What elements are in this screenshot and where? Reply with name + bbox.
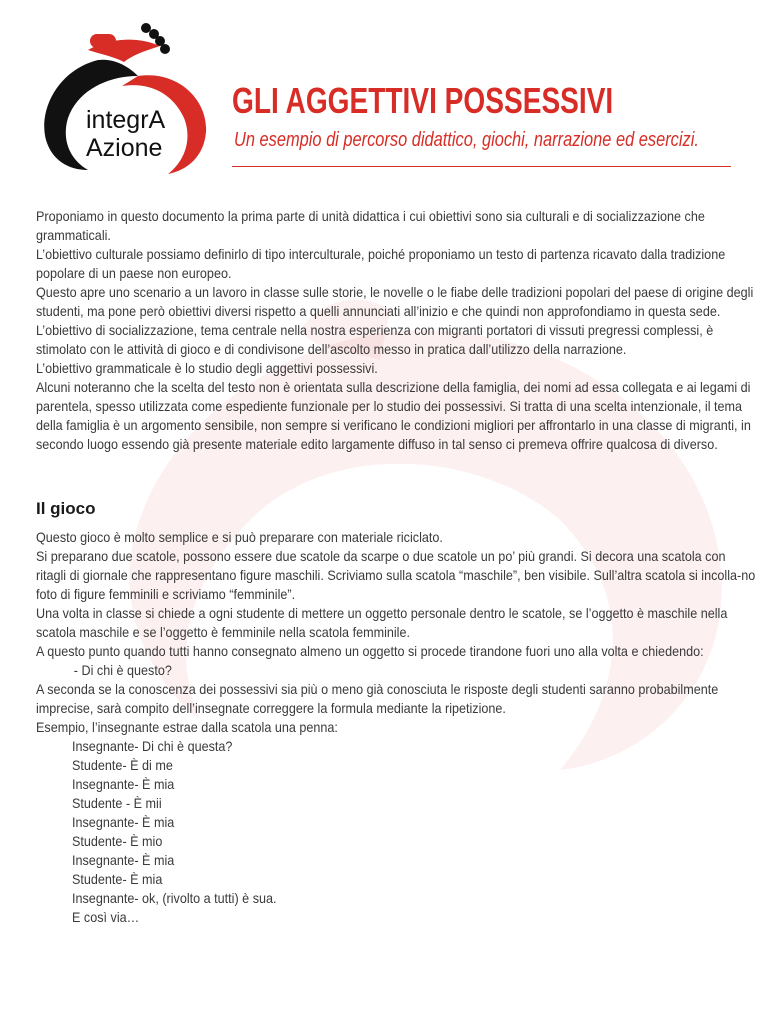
section-spacer bbox=[36, 454, 756, 498]
dialogue-line: Insegnante- Di chi è questa? bbox=[72, 738, 233, 754]
logo-text-line2: Azione bbox=[86, 134, 163, 162]
intro-paragraph: L’obiettivo grammaticale è lo studio degli aggettivi possessivi. bbox=[36, 360, 378, 376]
page-title: GLI AGGETTIVI POSSESSIVI bbox=[232, 80, 614, 121]
section-heading-gioco: Il gioco bbox=[36, 499, 96, 518]
gioco-paragraph: A questo punto quando tutti hanno consegnato almeno un oggetto si procede tirandone fuori uno alla volta e chiedendo: bbox=[36, 643, 704, 659]
dialogue-line: Insegnante- È mia bbox=[72, 814, 175, 830]
intro-paragraph: Alcuni noteranno che la scelta del testo non è orientata sulla descrizione della famiglia, dei nomi ad essa collegata e ai legami di parentela, spesso utilizzata come espediente funzionale per lo studio dei possessivi. Si tratta di una scelta intenzionale, il tema della famiglia è un argomento sensibile, non sempre si verificano le condizioni migliori per affrontarlo in una classe di migranti, in secondo luogo essendo già presente materiale edito largamente diffuso in tal senso ci premeva offrire qualcosa di diverso. bbox=[36, 379, 751, 452]
gioco-paragraph: A seconda se la conoscenza dei possessivi sia più o meno già conosciuta le risposte degli studenti saranno probabilmente imprecise, sarà compito dell’insegnate correggere la formula mediante la ripetizione. bbox=[36, 681, 719, 716]
header-divider bbox=[232, 166, 731, 167]
dialogue-line: Insegnante- ok, (rivolto a tutti) è sua. bbox=[72, 890, 277, 906]
dialogue-line: E così via… bbox=[72, 909, 140, 925]
dialogue-line: Studente - È mii bbox=[72, 795, 162, 811]
gioco-paragraph: Si preparano due scatole, possono essere due scatole da scarpe o due scatole un po’ più grandi. Si decora una scatola con ritagli di giornale che rappresentano figure maschili. Scriviamo sulla scatola “maschile”, ben visibile. Sull’altra scatola si incolla-no foto di figure femminili e scriviamo “femminile”. bbox=[36, 548, 756, 602]
dialogue-line: Studente- È mio bbox=[72, 833, 163, 849]
dialogue-line: Studente- È mia bbox=[72, 871, 163, 887]
dialogue-line: Insegnante- È mia bbox=[72, 776, 175, 792]
dialogue-line: Studente- È di me bbox=[72, 757, 173, 773]
intro-paragraph: L’obiettivo di socializzazione, tema centrale nella nostra esperienza con migranti portatori di vissuti pregressi complessi, è stimolato con le attività di gioco e di condivisone dell’ascolto messo in pratica dall’utilizzo della narrazione. bbox=[36, 322, 714, 357]
gioco-paragraph: Esempio, l’insegnante estrae dalla scatola una penna: bbox=[36, 719, 338, 735]
intro-paragraph: L’obiettivo culturale possiamo definirlo di tipo interculturale, poiché proponiamo un testo di partenza ricavato dalla tradizione popolare di un paese non europeo. bbox=[36, 246, 726, 281]
gioco-question: - Di chi è questo? bbox=[73, 662, 172, 678]
document-body bbox=[36, 207, 756, 927]
logo-text-line1: integrA bbox=[86, 106, 166, 134]
dialogue-line: Insegnante- È mia bbox=[72, 852, 175, 868]
gioco-paragraph: Una volta in classe si chiede a ogni studente di mettere un oggetto personale dentro le scatole, se l’oggetto è maschile nella scatola maschile e se l’oggetto è femminile nella scatola femminile. bbox=[36, 605, 728, 640]
integrazione-logo bbox=[38, 20, 218, 176]
gioco-paragraph: Questo gioco è molto semplice e si può preparare con materiale riciclato. bbox=[36, 529, 443, 545]
page-subtitle: Un esempio di percorso didattico, giochi, narrazione ed esercizi. bbox=[234, 129, 699, 151]
intro-paragraph: Proponiamo in questo documento la prima parte di unità didattica i cui obiettivi sono sia culturali e di socializzazione che grammaticali. bbox=[36, 208, 705, 243]
intro-paragraph: Questo apre uno scenario a un lavoro in classe sulle storie, le novelle o le fiabe delle tradizioni popolari del paese di origine degli studenti, ma pone però obiettivi diversi rispetto a quelli annunciati all’inizio e che quindi non approfondiamo in questa sede. bbox=[36, 284, 754, 319]
